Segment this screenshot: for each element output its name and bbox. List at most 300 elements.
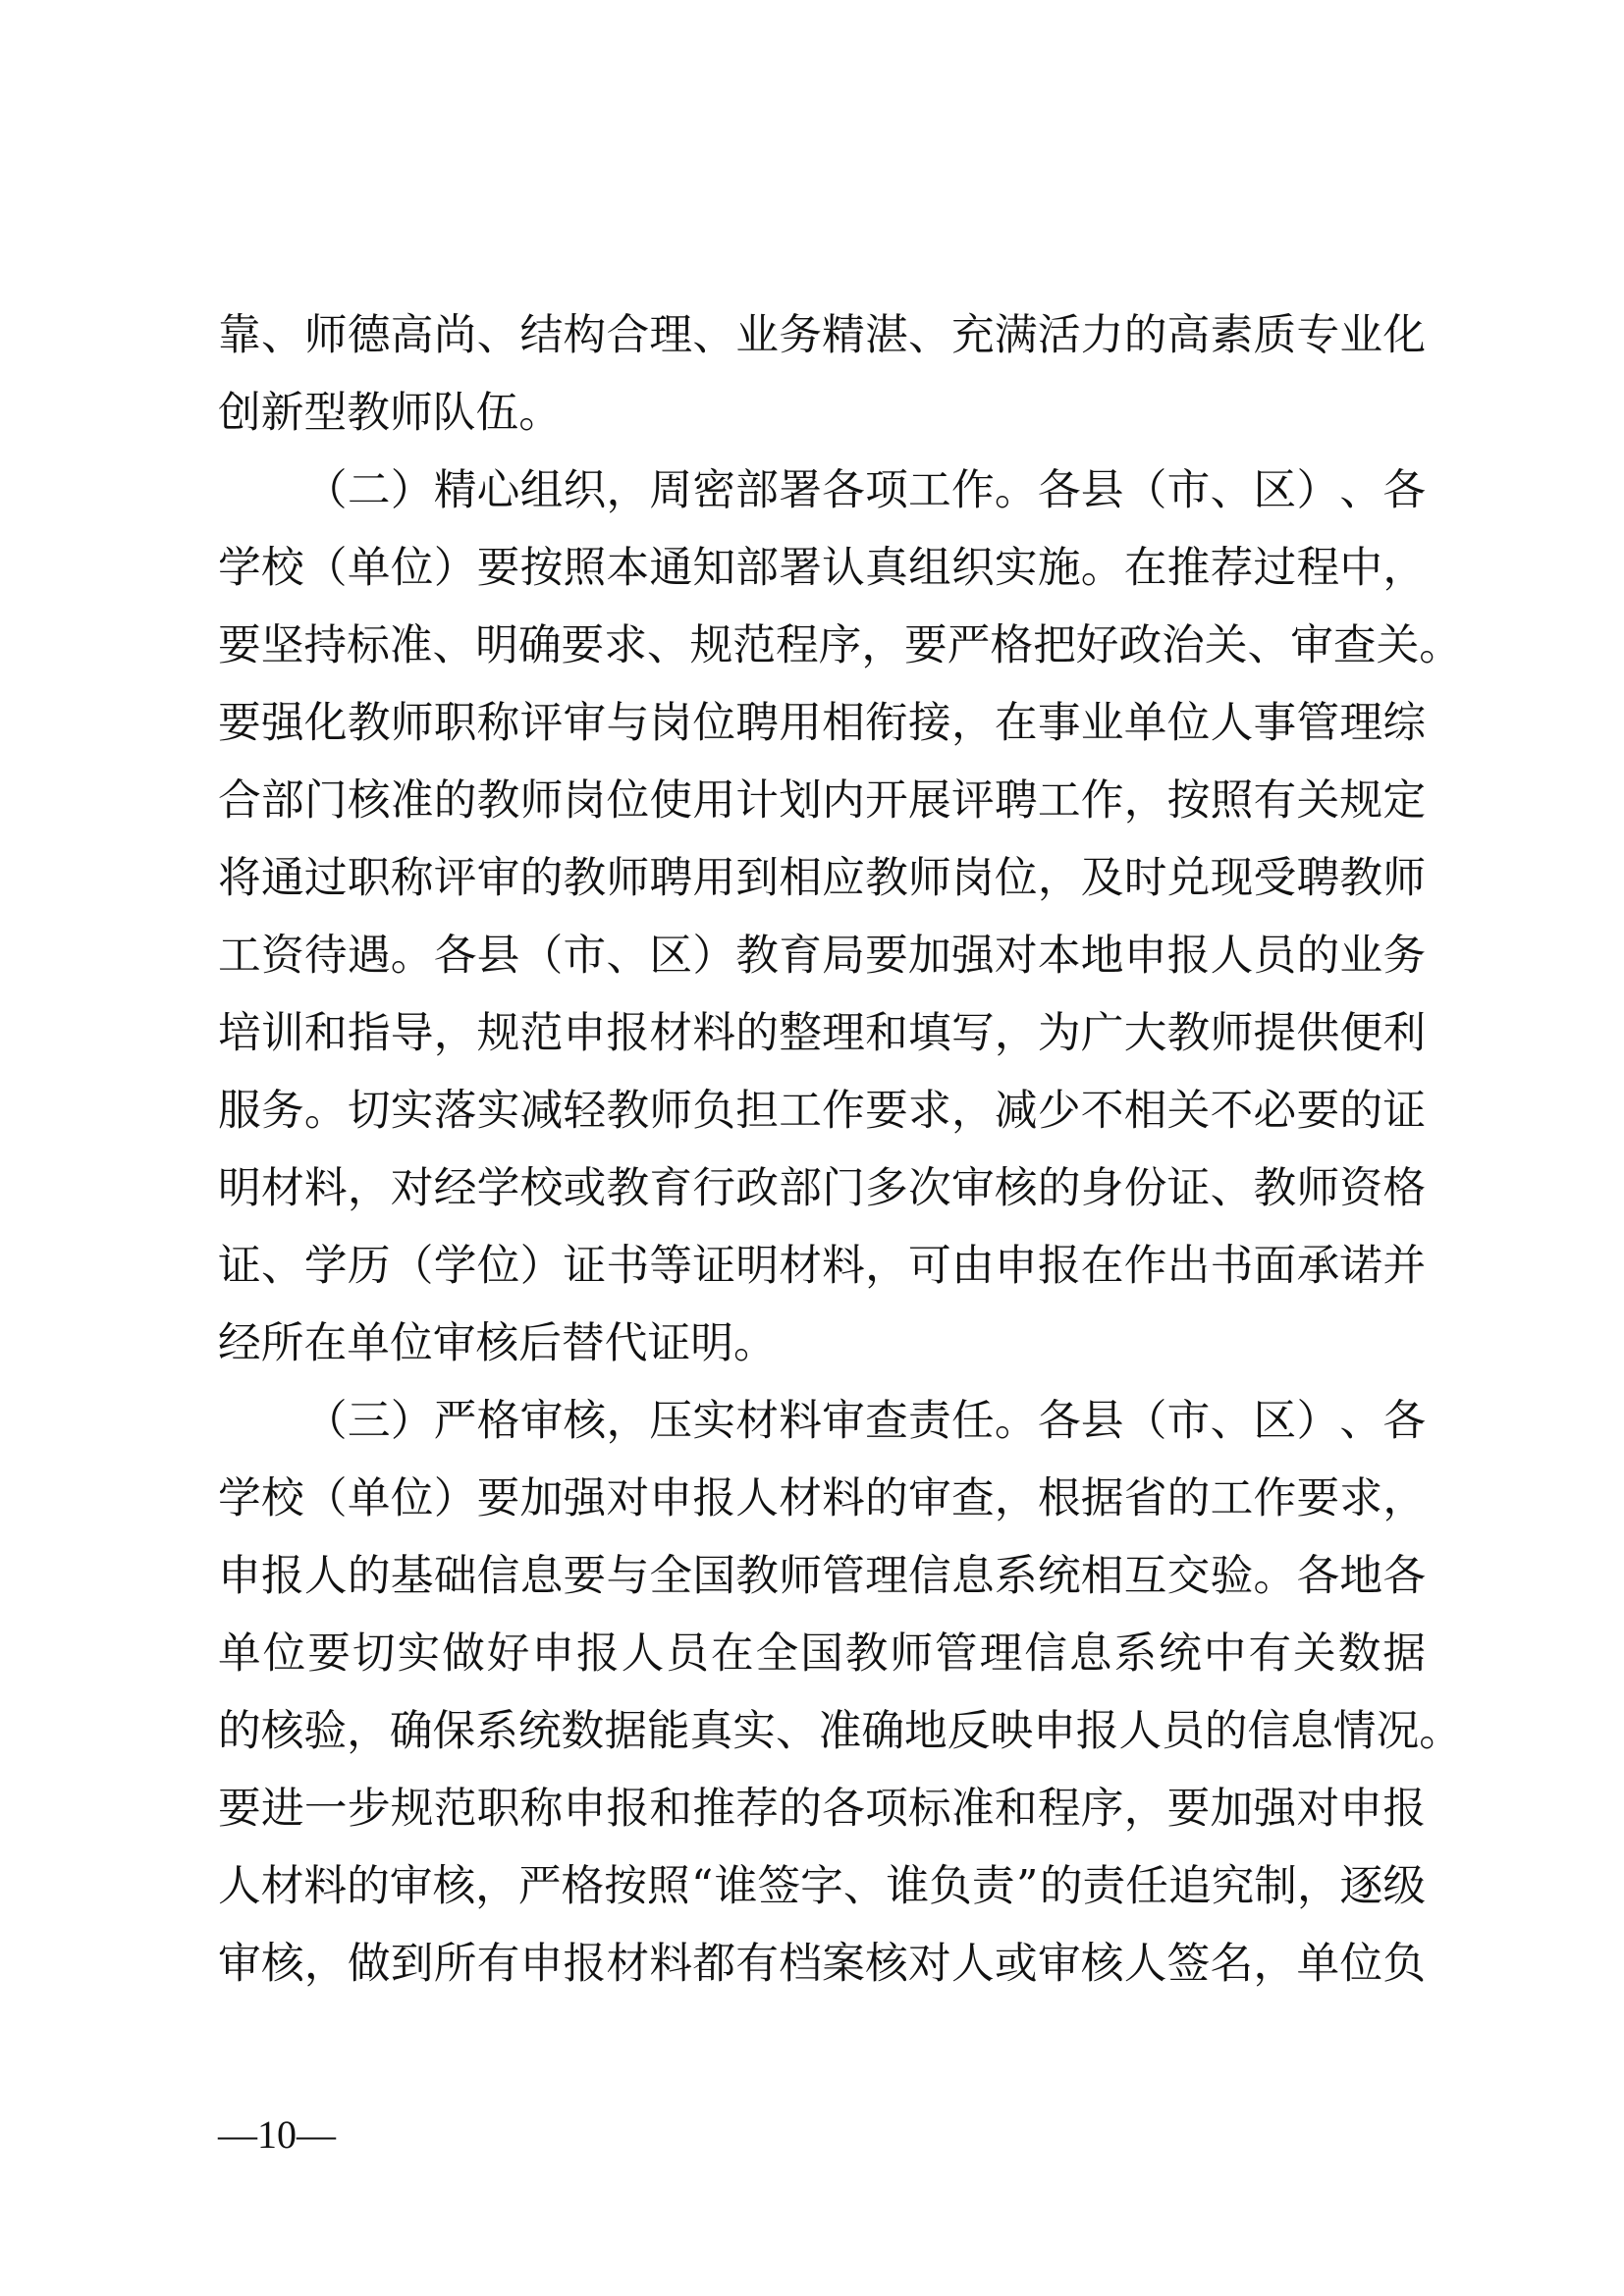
text-char: 和 [865,1008,908,1058]
text-char: ） [433,1473,477,1523]
text-char: 担 [735,1086,779,1136]
text-char: 材 [606,1939,650,1989]
document-body [218,308,1462,2014]
text-char: 师 [649,1086,693,1136]
text-char: 各 [1037,465,1081,515]
text-char: 承 [1296,1241,1340,1291]
text-char: 教 [563,853,607,903]
text-char: 待 [303,931,348,981]
text-char: 轻 [563,1086,607,1136]
text-char: 加 [1210,1784,1254,1834]
text-char: 据 [1080,1473,1124,1523]
text-char: 作 [1253,1473,1297,1523]
text-char: 、 [1247,620,1291,670]
text-char: 信 [1247,1706,1291,1756]
text-char: 的 [1123,310,1167,360]
text-char: 审 [389,1861,433,1911]
text-char: 创 [218,388,261,438]
text-char: 申 [531,1629,575,1679]
text-char: 申 [519,1939,564,1989]
text-char: 范 [433,1784,477,1834]
text-char: 核 [432,1861,476,1911]
text-char: 教 [606,1086,650,1136]
text-char: 心 [476,465,520,515]
text-char: 情 [1332,1706,1377,1756]
text-char: 管 [822,1551,865,1601]
text-char: 大 [1123,1008,1167,1058]
text-char: 核 [563,1396,607,1446]
text-char: 核 [260,1706,304,1756]
text-char: 人 [1210,931,1254,981]
text-char: 业 [1339,310,1383,360]
text-char: 格 [1382,1163,1427,1213]
text-char: 职 [433,698,477,748]
text-char: 项 [865,465,908,515]
text-char: 任 [1125,1861,1168,1911]
text-char: 保 [432,1706,476,1756]
text-char: 周 [649,465,693,515]
text-char: 导 [390,1008,434,1058]
text-char: 由 [950,1241,995,1291]
text-char: 标 [347,620,390,670]
text-char: 教 [1166,1008,1211,1058]
text-char: 料 [692,1008,736,1058]
text-char: 到 [390,1939,434,1989]
text-char: 教 [1253,1163,1297,1213]
text-char: ， [303,1939,348,1989]
text-char: 遇 [347,931,391,981]
text-char: 对 [606,1473,650,1523]
text-char: 单 [347,543,391,593]
text-char: 学 [218,543,261,593]
text-char: 市 [1166,465,1211,515]
text-char: 部 [779,1163,822,1213]
text-char: 格 [561,1861,605,1911]
text-char: 教 [735,1551,779,1601]
text-char: 把 [1033,620,1076,670]
text-char: 称 [519,1784,564,1834]
text-char: 做 [347,1939,391,1989]
text-char: 、 [842,1861,887,1911]
text-char: 证 [692,1241,736,1291]
text-char: 人 [1210,698,1254,748]
text-line [218,1471,1426,1549]
text-char: 治 [1162,620,1205,670]
text-char: 要 [904,620,947,670]
text-char: 区 [1253,465,1297,515]
text-char: 省 [1123,1473,1167,1523]
text-char: ” [1016,1861,1039,1911]
text-line [218,1549,1426,1627]
text-char: 报 [1037,1241,1081,1291]
text-char: 政 [735,1163,779,1213]
text-char: 位 [262,1629,306,1679]
text-char: 到 [735,853,779,903]
text-char: 国 [800,1629,843,1679]
text-char: 息 [1290,1706,1333,1756]
text-char: 职 [476,1784,520,1834]
text-char: 实 [476,1086,520,1136]
text-char: 对 [908,1939,951,1989]
text-char: ， [1253,1939,1297,1989]
text-char: 审 [432,1318,476,1368]
text-char: 师 [303,310,348,360]
text-char: 次 [908,1163,951,1213]
text-char: 应 [822,853,865,903]
text-char: 要 [307,1629,351,1679]
text-char: 后 [518,1318,562,1368]
text-char: 的 [433,775,477,826]
text-char: 代 [604,1318,648,1368]
text-char: 师 [606,853,650,903]
text-char: 要 [218,620,261,670]
text-char: 审 [950,1163,995,1213]
text-char: 使 [649,775,693,826]
text-char: 署 [779,543,822,593]
text-char: 根 [1037,1473,1081,1523]
text-char: 有 [1253,775,1297,826]
text-char: 县 [476,931,520,981]
text-line [218,1316,1426,1394]
text-char: 要 [1296,1086,1340,1136]
text-char: 做 [442,1629,485,1679]
text-char: 聘 [735,698,779,748]
text-char: 的 [735,1008,779,1058]
text-char: 师 [1382,853,1427,903]
text-line [218,463,1426,541]
text-char: 地 [1339,1551,1383,1601]
text-char: 活 [1037,310,1081,360]
text-char: 。 [518,388,562,438]
text-char: 加 [519,1473,564,1523]
text-char: 报 [1382,1784,1427,1834]
text-char: ， [1382,543,1427,593]
text-char: 档 [779,1939,822,1989]
text-char: 报 [606,1784,650,1834]
text-char: 构 [563,310,607,360]
text-char: 审 [218,1939,261,1989]
text-char: 息 [519,1551,564,1601]
text-char: 核 [865,1939,908,1989]
text-char: 身 [1080,1163,1124,1213]
text-char: 、 [1210,465,1254,515]
text-char: 密 [692,465,736,515]
text-char: 用 [779,698,822,748]
text-char: 市 [1166,1396,1211,1446]
text-char: 明 [690,1318,733,1368]
text-char: 、 [260,1241,304,1291]
text-char: 衔 [865,698,908,748]
text-char: 审 [908,1473,951,1523]
text-char: 理 [979,1629,1023,1679]
text-char: 资 [260,931,304,981]
text-char: 。 [1080,543,1124,593]
text-char: （ [1123,465,1167,515]
text-char: 各 [433,931,477,981]
text-char: 核 [475,1318,519,1368]
text-char: 教 [476,775,520,826]
text-char: 份 [1123,1163,1167,1213]
text-char: 要 [563,1551,607,1601]
text-char: 审 [519,1396,564,1446]
text-char: 受 [1253,853,1297,903]
text-char: 尚 [433,310,477,360]
text-char: 靠 [218,310,261,360]
text-char: 按 [519,543,564,593]
text-char: 任 [950,1396,995,1446]
text-char: 查 [1332,620,1377,670]
text-char: 队 [432,388,476,438]
text-char: 所 [260,1318,304,1368]
text-char: 教 [347,698,391,748]
text-char: 相 [1123,1086,1167,1136]
text-char: 国 [692,1551,736,1601]
text-char: 数 [1337,1629,1381,1679]
text-char: 料 [303,1163,348,1213]
text-char: 要 [218,698,261,748]
text-char: 组 [908,543,951,593]
text-char: 所 [433,1939,477,1989]
text-char: ） [692,931,736,981]
text-char: 师 [908,853,951,903]
text-char: 、 [606,931,650,981]
text-char: 的 [865,1473,908,1523]
text-char: ， [1382,1473,1427,1523]
text-char: 和 [994,1784,1038,1834]
text-char: 材 [779,1241,822,1291]
text-char: 教 [1339,853,1383,903]
text-char: 过 [1253,543,1297,593]
text-char: 政 [1118,620,1163,670]
text-char: 在 [994,698,1038,748]
text-char: 的 [1204,1706,1248,1756]
text-char: 作 [822,1086,865,1136]
text-char: 交 [1166,1551,1211,1601]
text-char: 签 [1166,1939,1211,1989]
text-char: ， [433,1008,477,1058]
text-char: 。 [994,1396,1038,1446]
text-char: 或 [563,1163,607,1213]
text-char: 准 [818,1706,862,1756]
text-char: 证 [1166,1163,1211,1213]
text-char: 精 [822,310,865,360]
text-char: 基 [390,1551,434,1601]
text-char: 统 [1159,1629,1202,1679]
text-char: ） [1296,465,1340,515]
text-char: 工 [1210,1473,1254,1523]
text-char: 项 [865,1784,908,1834]
text-char: 便 [1339,1008,1383,1058]
text-char: 能 [646,1706,690,1756]
text-char: 数 [561,1706,605,1756]
text-char: 组 [519,465,564,515]
text-char: 名 [1210,1939,1254,1989]
text-char: 核 [994,1163,1038,1213]
text-char: 真 [865,543,908,593]
text-char: 过 [303,853,348,903]
text-char: 。 [1419,1706,1462,1756]
text-char: 追 [1167,1861,1212,1911]
text-char: 系 [1113,1629,1158,1679]
text-char: 申 [1123,931,1167,981]
text-char [261,1394,304,1471]
text-char: 强 [260,698,304,748]
text-line [218,618,1462,696]
text-char: 合 [606,310,650,360]
text-char: 通 [649,543,693,593]
text-char: 及 [1080,853,1124,903]
text-char: 统 [517,1706,562,1756]
text-char: 少 [1037,1086,1081,1136]
text-char: 实 [994,543,1038,593]
text-char: 人 [1123,1939,1167,1989]
text-char: 全 [755,1629,799,1679]
text-char: 务 [260,1086,304,1136]
text-char: ） [390,1396,434,1446]
text-char: 施 [1037,543,1081,593]
text-char: 学 [476,1163,520,1213]
text-char: 聘 [994,775,1038,826]
text-char: 逐 [1339,1861,1383,1911]
text-char: 规 [689,620,733,670]
text-char: 查 [950,1473,995,1523]
text-line [218,541,1426,618]
text-char: 不 [1210,1086,1254,1136]
text-char: 工 [1037,775,1081,826]
text-char: ， [994,1008,1038,1058]
text-char: 料 [822,1241,865,1291]
text-char: 加 [908,931,951,981]
text-char: 审 [476,853,520,903]
text-char: 程 [775,620,819,670]
text-char: 书 [1210,1241,1254,1291]
text-char: 验 [303,1706,348,1756]
text-char: 系 [994,1551,1038,1601]
text-char: 责 [1082,1861,1126,1911]
text-char: 精 [433,465,477,515]
text-char: 用 [692,775,736,826]
text-char: 审 [1290,620,1333,670]
text-char: 专 [1296,310,1340,360]
text-char: 要 [476,1473,520,1523]
text-char: （ [390,1241,434,1291]
text-char: 申 [563,1008,607,1058]
text-char: 、 [692,310,736,360]
text-char: 照 [563,543,607,593]
text-char: 单 [347,1318,390,1368]
text-char: 的 [1037,1163,1081,1213]
text-char: 员 [666,1629,709,1679]
text-char: 或 [994,1939,1038,1989]
text-char: 县 [1080,1396,1124,1446]
page-number: —10— [218,2112,336,2157]
text-char: 管 [935,1629,978,1679]
text-char: 结 [519,310,564,360]
text-char: 中 [1339,543,1383,593]
text-line [218,1239,1426,1316]
text-char: 全 [649,1551,693,1601]
text-char: 管 [1296,698,1340,748]
text-char: 单 [347,1473,391,1523]
text-char: 材 [260,1861,304,1911]
text-char: 替 [562,1318,605,1368]
text-char: 师 [390,698,434,748]
text-char: 织 [563,465,607,515]
text-line [218,1937,1426,2014]
text-char: 人 [950,1939,995,1989]
text-char: 型 [303,388,348,438]
text-char: 服 [218,1086,261,1136]
text-char: 都 [692,1939,736,1989]
text-char: 材 [735,1396,779,1446]
text-char: 对 [390,1163,434,1213]
text-char: 各 [1037,1396,1081,1446]
text-char: 部 [260,775,304,826]
text-char: 化 [303,698,348,748]
text-char: 础 [433,1551,477,1601]
text-char: 强 [950,931,995,981]
text-char: 中 [1203,1629,1247,1679]
text-char: 作 [1080,775,1124,826]
text-char: 规 [1339,775,1383,826]
text-char: 明 [735,1241,779,1291]
text-char: 要 [865,931,908,981]
text-char: 推 [692,1784,736,1834]
text-char: 责 [971,1861,1015,1911]
text-char: 报 [576,1629,620,1679]
text-char: 县 [1080,465,1124,515]
text-char: 各 [1382,465,1427,515]
text-char: 称 [476,698,520,748]
text-char: （ [519,931,564,981]
text-char: 信 [908,1551,951,1601]
text-line [218,929,1426,1006]
text-char: 料 [649,1939,693,1989]
text-char: 二 [347,465,391,515]
text-char: 的 [1339,1086,1383,1136]
text-char: 制 [1254,1861,1297,1911]
text-char: 息 [1068,1629,1112,1679]
text-line [218,1627,1426,1704]
text-char: 明 [475,620,518,670]
text-char: 伍 [475,388,519,438]
text-char: 各 [1382,1396,1427,1446]
text-char: 确 [861,1706,905,1756]
text-char: 信 [1024,1629,1067,1679]
text-char: 。 [303,1086,348,1136]
text-char: 素 [1210,310,1254,360]
text-line [218,774,1426,851]
text-char: 工 [779,1086,822,1136]
text-char: 各 [822,465,865,515]
text-char: 师 [390,388,433,438]
text-char: 谁 [714,1861,758,1911]
text-char: 验 [1210,1551,1254,1601]
text-char: 展 [908,775,951,826]
text-char: 核 [347,775,391,826]
text-char: 审 [822,1396,865,1446]
text-char: 各 [822,1784,865,1834]
text-line [218,1859,1426,1937]
text-char: 部 [735,543,779,593]
text-char: 明 [218,1163,261,1213]
text-char: 培 [218,1008,261,1058]
text-char: 负 [692,1086,736,1136]
text-char: 程 [1037,1784,1081,1834]
text-char: 坚 [260,620,304,670]
text-char: 申 [563,1784,607,1834]
text-line [218,1704,1462,1782]
